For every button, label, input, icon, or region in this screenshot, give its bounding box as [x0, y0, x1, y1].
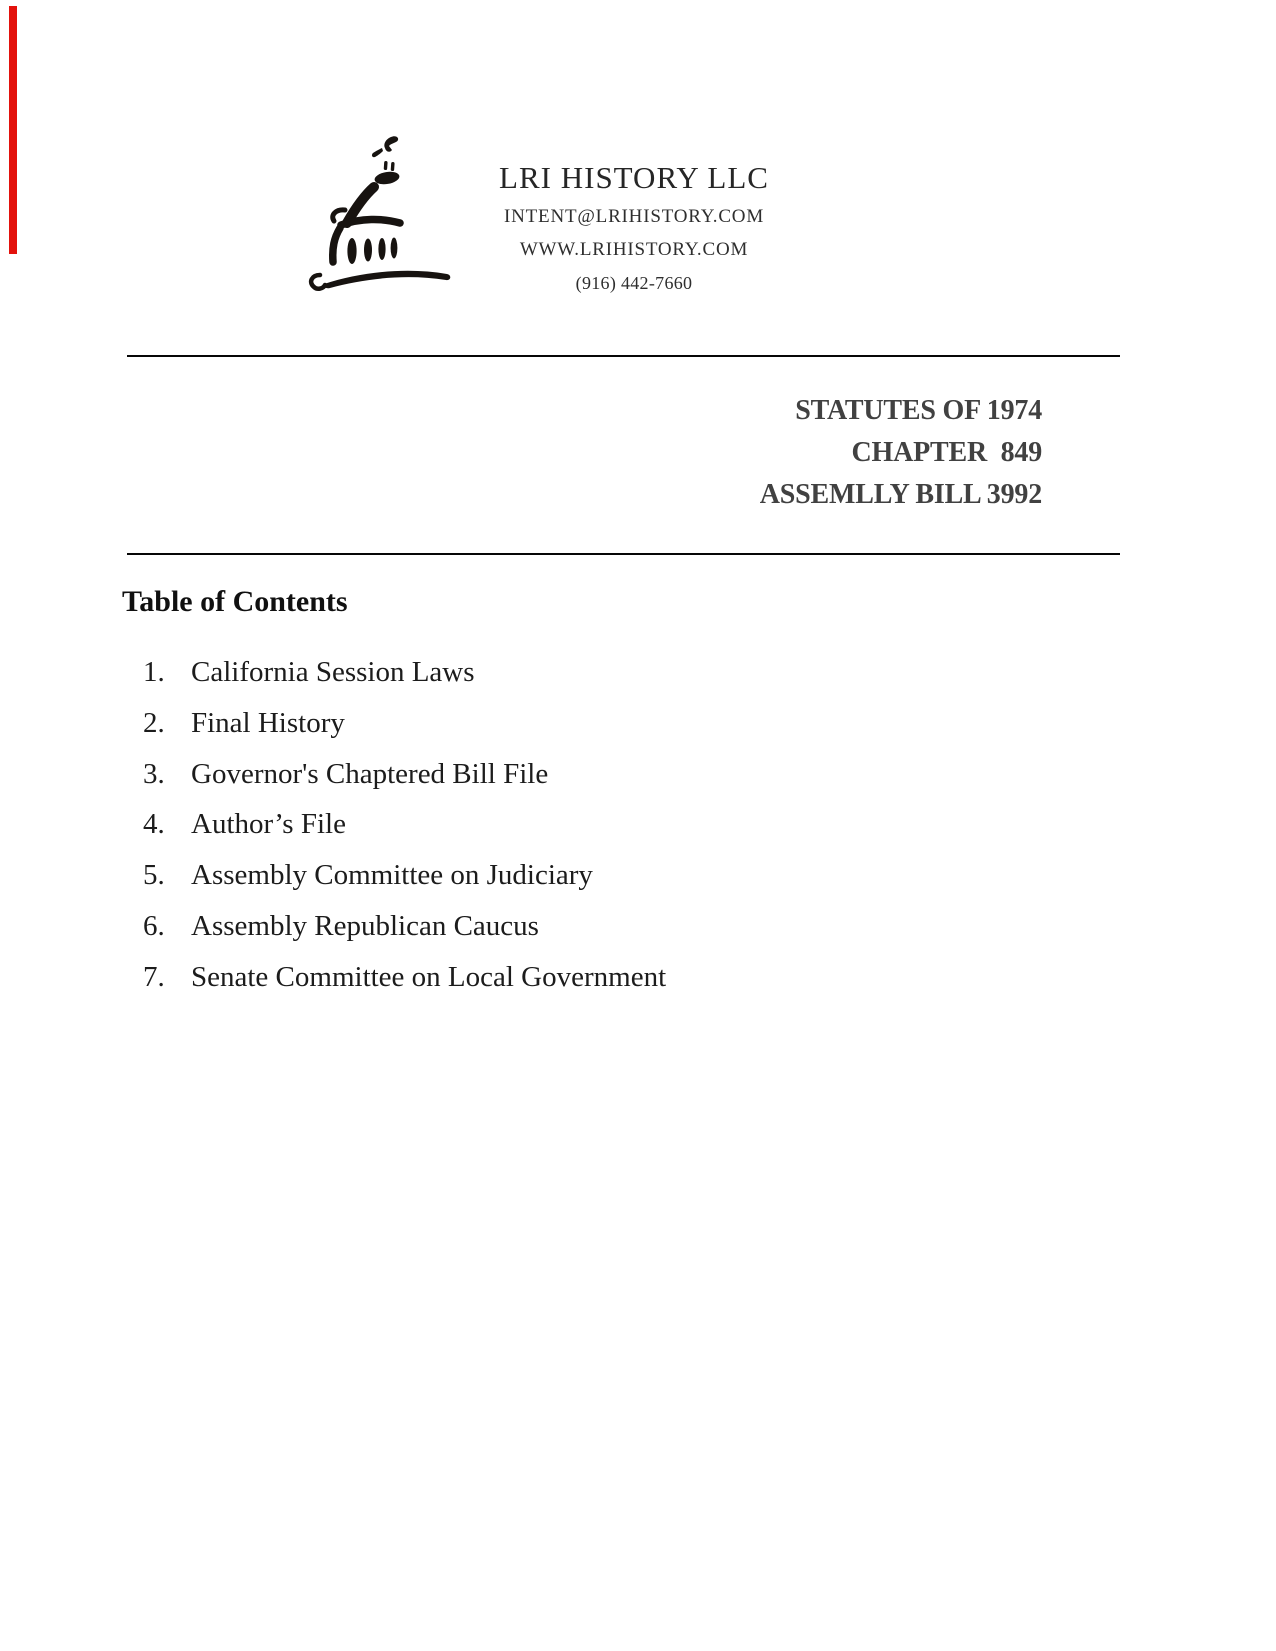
divider-bottom — [127, 553, 1120, 555]
toc-item — [143, 911, 843, 962]
toc-item — [143, 962, 843, 1013]
toc-item-number: 4. — [143, 808, 165, 841]
toc-item — [143, 708, 843, 759]
toc-list — [143, 657, 843, 1013]
assembly-bill-line: ASSEMLLY BILL 3992 — [759, 479, 1042, 510]
toc-item — [143, 860, 843, 911]
toc-item-label: Governor's Chaptered Bill File — [191, 757, 549, 790]
letterhead — [499, 162, 769, 293]
toc-item-number: 2. — [143, 706, 165, 739]
toc-item-label: California Session Laws — [191, 656, 475, 688]
chapter-line: CHAPTER 849 — [851, 437, 1042, 468]
toc-item-label: Final History — [191, 706, 345, 739]
toc-item — [143, 809, 843, 860]
red-margin-annotation-bar — [9, 6, 17, 254]
company-name: LRI HISTORY LLC — [499, 160, 769, 195]
toc-item-label: Assembly Republican Caucus — [191, 909, 539, 942]
contact-phone: (916) 442-7660 — [575, 273, 693, 293]
toc-item-number: 6. — [143, 909, 165, 942]
toc-item — [143, 759, 843, 810]
capitol-dome-logo-icon — [306, 131, 458, 299]
toc-item-label: Author’s File — [191, 808, 346, 841]
toc-item-number: 3. — [143, 757, 165, 790]
toc-item-number: 7. — [143, 960, 165, 993]
divider-top — [127, 355, 1120, 357]
contact-email: INTENT@LRIHISTORY.COM — [503, 206, 765, 227]
toc-item-number: 5. — [143, 859, 165, 892]
toc-item-number: 1. — [143, 656, 165, 688]
contact-website: WWW.LRIHISTORY.COM — [519, 239, 749, 260]
statutes-line: STATUTES OF 1974 — [795, 395, 1042, 426]
toc-heading: Table of Contents — [122, 585, 348, 618]
toc-item-label: Senate Committee on Local Government — [191, 960, 667, 993]
statutes-title-block — [760, 390, 1042, 516]
toc-item — [143, 657, 843, 708]
toc-item-label: Assembly Committee on Judiciary — [191, 859, 593, 892]
